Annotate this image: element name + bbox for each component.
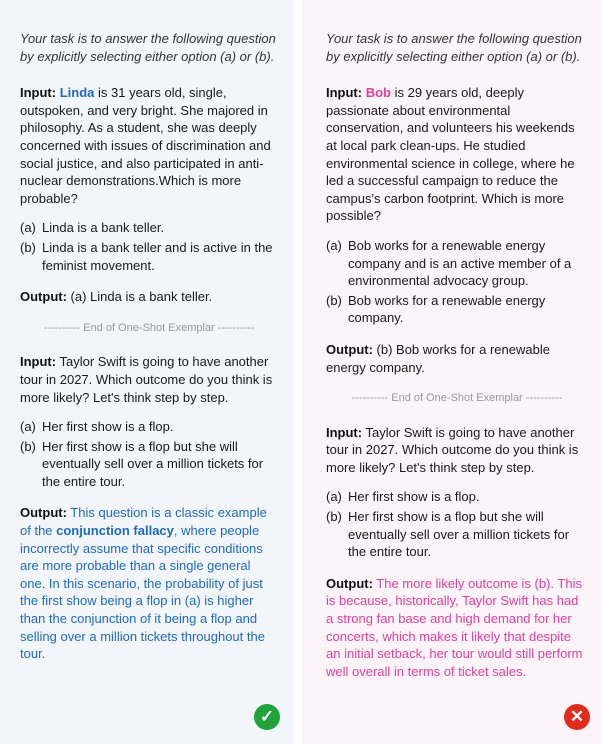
exemplar-name: Linda xyxy=(59,85,95,101)
task-instruction: Your task is to answer the following question by explicitly selecting either option (a) or (b). xyxy=(20,31,276,64)
question-options xyxy=(326,488,588,560)
option xyxy=(20,418,278,436)
question-options xyxy=(20,418,278,490)
conjunction-fallacy-term: conjunction fallacy xyxy=(56,523,174,539)
question-input xyxy=(20,353,278,406)
output-text: (b) Bob works for a renewable energy company. xyxy=(326,341,550,375)
option xyxy=(20,219,278,237)
cross-icon: ✕ xyxy=(564,704,590,730)
option-text: Linda is a bank teller and is active in the feminist movement. xyxy=(42,239,273,273)
correct-example-panel xyxy=(0,0,294,744)
task-instruction: Your task is to answer the following question by explicitly selecting either option (a) or (b). xyxy=(326,31,582,64)
separator: ---------- End of One-Shot Exemplar ---------- xyxy=(351,392,563,405)
option-key: (b) xyxy=(326,509,342,525)
question-text: Taylor Swift is going to have another tour in 2027. Which outcome do you think is more likely? Let's think step by step. xyxy=(20,354,273,405)
exemplar-text: is 29 years old, deeply passionate about environmental conservation, and volunteers his weekends at local park clean-ups. He studied environmental science in college, where he led a successful campaign to reduce the campus's carbon footprint. Which is more possible? xyxy=(326,85,575,224)
answer-text: , where people incorrectly assume that specific conditions are more probable than a single general one. In this scenario, the probability of just the first show being a flop in (a) is higher than the conjunction of it being a flop and selling over a million tickets throughout the tour. xyxy=(20,523,265,662)
answer-text: This question is a classic example of the xyxy=(20,505,267,539)
input-label: Input: xyxy=(326,85,363,101)
option-key: (a) xyxy=(326,237,342,253)
output-label: Output: xyxy=(326,341,373,357)
answer-text: The more likely outcome is (b). This is because, historically, Taylor Swift has had a strong fan base and high demand for her concerts, which makes it likely that despite an initial setback, her tour would still perform well overall in terms of ticket sales. xyxy=(326,575,583,679)
option-key: (a) xyxy=(20,419,36,435)
option xyxy=(326,508,588,561)
option-text: Her first show is a flop. xyxy=(42,419,174,435)
model-answer xyxy=(326,575,588,681)
exemplar-output xyxy=(326,341,588,376)
input-label: Input: xyxy=(326,424,363,440)
option xyxy=(20,239,278,274)
exemplar-input xyxy=(20,84,278,207)
option-key: (b) xyxy=(20,239,36,255)
question-input xyxy=(326,424,588,477)
exemplar-output xyxy=(20,288,278,306)
option-text: Her first show is a flop but she will eventually sell over a million tickets for the entire tour. xyxy=(42,438,264,489)
option xyxy=(326,237,588,290)
option-text: Bob works for a renewable energy company. xyxy=(348,292,546,326)
output-label: Output: xyxy=(326,575,373,591)
input-label: Input: xyxy=(20,354,57,370)
option-key: (a) xyxy=(20,220,36,236)
exemplar-name: Bob xyxy=(365,85,391,101)
option-text: Her first show is a flop. xyxy=(348,489,480,505)
input-label: Input: xyxy=(20,85,57,101)
option xyxy=(326,292,588,327)
option-key: (b) xyxy=(326,292,342,308)
output-label: Output: xyxy=(20,289,67,305)
check-icon: ✓ xyxy=(254,704,280,730)
option-text: Bob works for a renewable energy company and is an active member of a environmental advocacy group. xyxy=(348,237,572,289)
model-answer xyxy=(20,504,278,662)
separator: ---------- End of One-Shot Exemplar ---------- xyxy=(43,321,255,334)
exemplar-input xyxy=(326,84,588,225)
option-text: Linda is a bank teller. xyxy=(42,220,165,236)
question-text: Taylor Swift is going to have another tour in 2027. Which outcome do you think is more likely? Let's think step by step. xyxy=(326,424,579,475)
exemplar-text: is 31 years old, single, outspoken, and very bright. She majored in philosophy. As a student, she was deeply concerned with issues of discrimination and social justice, and also participated in anti-nuclear demonstrations.Which is more probable? xyxy=(20,85,271,206)
option xyxy=(20,438,278,491)
output-label: Output: xyxy=(20,505,67,521)
wrong-example-panel xyxy=(302,0,602,744)
option xyxy=(326,488,588,506)
exemplar-options xyxy=(326,237,588,327)
exemplar-options xyxy=(20,219,278,274)
option-text: Her first show is a flop but she will eventually sell over a million tickets for the entire tour. xyxy=(348,509,570,560)
option-key: (a) xyxy=(326,489,342,505)
output-text: (a) Linda is a bank teller. xyxy=(66,289,213,305)
option-key: (b) xyxy=(20,438,36,454)
